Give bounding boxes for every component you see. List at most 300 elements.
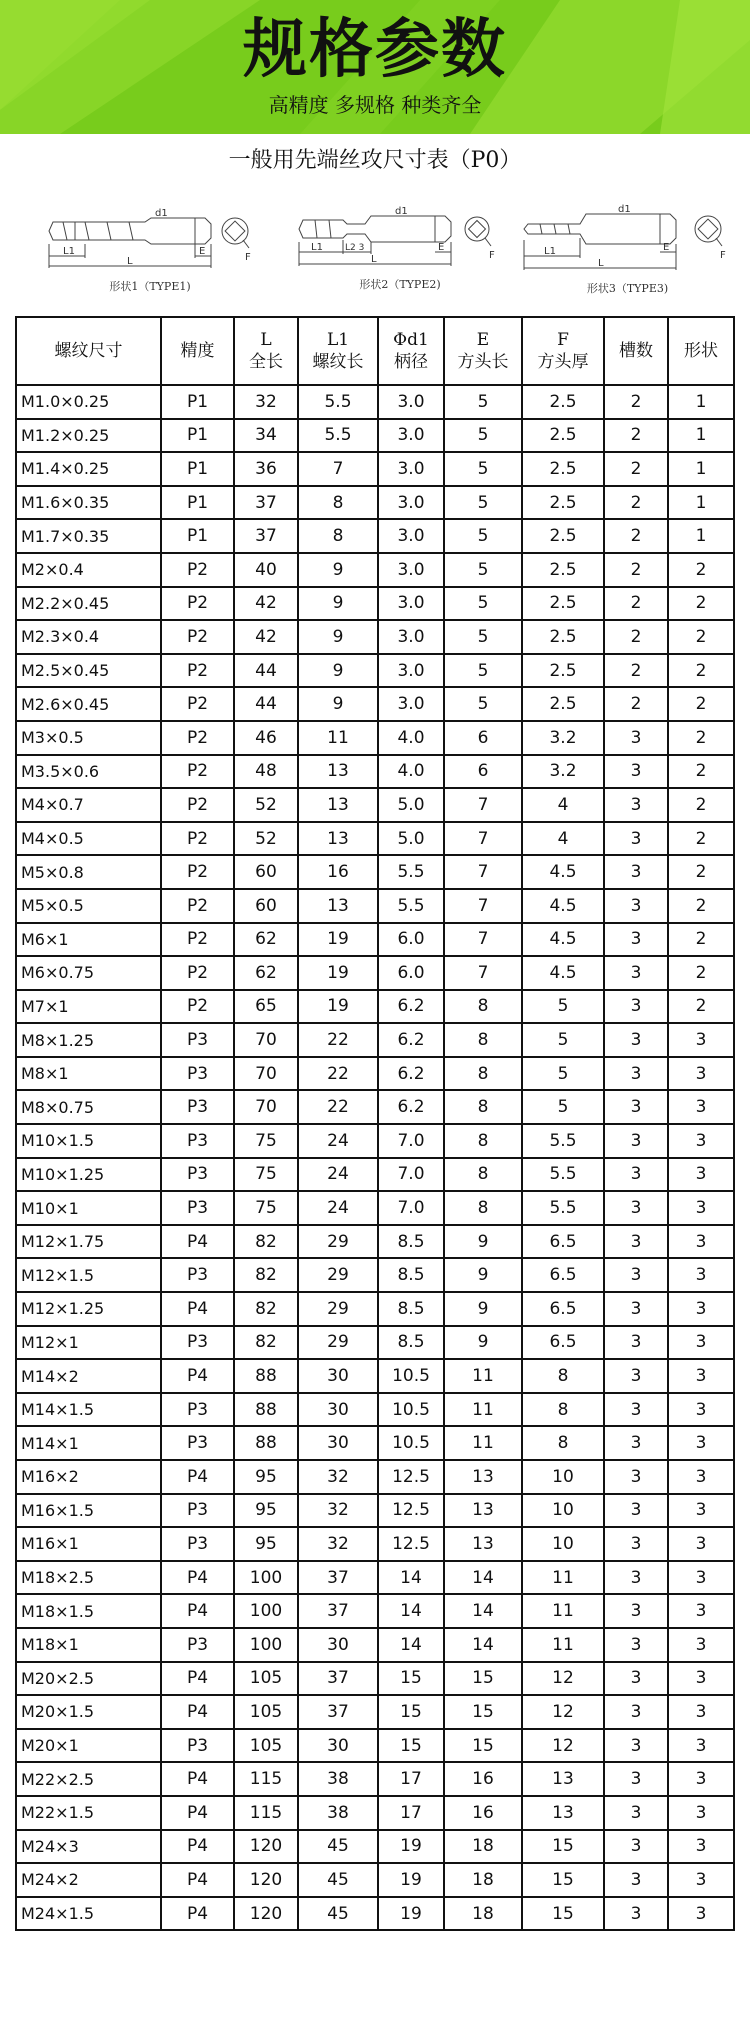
table-cell: 7.0 [378, 1191, 444, 1225]
table-row [16, 923, 734, 957]
header-line2: 柄径 [394, 352, 428, 372]
table-cell: 3 [604, 1762, 668, 1796]
table-cell: M24×2 [16, 1863, 161, 1897]
table-cell: 3 [668, 1762, 734, 1796]
table-cell: 3 [668, 1796, 734, 1830]
table-row [16, 553, 734, 587]
label-L1: L1 [311, 242, 323, 253]
header-line2: 全长 [249, 352, 283, 372]
table-cell: 65 [234, 990, 298, 1024]
table-cell: 2 [604, 452, 668, 486]
table-cell: 3 [604, 755, 668, 789]
table-cell: 52 [234, 822, 298, 856]
table-cell: M3×0.5 [16, 721, 161, 755]
table-cell: 2 [668, 687, 734, 721]
table-cell: 14 [378, 1594, 444, 1628]
table-row [16, 519, 734, 553]
table-cell: M24×1.5 [16, 1897, 161, 1931]
header-line1: Φd1 [393, 330, 429, 350]
table-cell: 44 [234, 687, 298, 721]
table-row [16, 1863, 734, 1897]
table-cell: 5 [522, 990, 604, 1024]
table-cell: 5 [444, 452, 522, 486]
table-cell: 5.5 [522, 1124, 604, 1158]
table-cell: 8.5 [378, 1292, 444, 1326]
table-row [16, 1662, 734, 1696]
table-cell: 13 [298, 788, 378, 822]
table-cell: P2 [161, 788, 234, 822]
table-cell: 9 [298, 654, 378, 688]
table-cell: 1 [668, 452, 734, 486]
table-cell: 12.5 [378, 1527, 444, 1561]
header-line1: F [557, 330, 569, 350]
table-cell: 9 [444, 1258, 522, 1292]
table-cell: 15 [444, 1695, 522, 1729]
table-cell: 60 [234, 889, 298, 923]
table-row [16, 385, 734, 419]
table-cell: 5 [444, 385, 522, 419]
column-header [298, 317, 378, 385]
table-cell: 11 [522, 1561, 604, 1595]
table-cell: 70 [234, 1057, 298, 1091]
tap-drawing-type2 [295, 200, 505, 280]
table-cell: 24 [298, 1191, 378, 1225]
table-cell: 19 [298, 923, 378, 957]
table-cell: 7 [298, 452, 378, 486]
table-cell: 2.5 [522, 385, 604, 419]
page-subtitle: 高精度 多规格 种类齐全 [268, 93, 482, 117]
label-d1: d1 [395, 206, 408, 217]
table-cell: 15 [522, 1897, 604, 1931]
table-cell: 11 [444, 1426, 522, 1460]
table-cell: 37 [298, 1662, 378, 1696]
table-cell: 3 [604, 956, 668, 990]
table-row [16, 855, 734, 889]
table-cell: 32 [298, 1460, 378, 1494]
table-cell: 9 [298, 587, 378, 621]
table-cell: 5 [444, 486, 522, 520]
table-cell: 2.5 [522, 687, 604, 721]
table-cell: 3.2 [522, 755, 604, 789]
table-cell: 4.0 [378, 721, 444, 755]
table-cell: 6.2 [378, 1023, 444, 1057]
table-cell: 3 [668, 1057, 734, 1091]
table-cell: 18 [444, 1897, 522, 1931]
table-cell: 2 [668, 788, 734, 822]
table-cell: 95 [234, 1460, 298, 1494]
table-row [16, 1326, 734, 1360]
spec-table [15, 316, 735, 1931]
table-cell: 18 [444, 1830, 522, 1864]
table-cell: 29 [298, 1292, 378, 1326]
table-cell: 3 [668, 1326, 734, 1360]
header-line1: 槽数 [619, 341, 653, 361]
table-body [16, 385, 734, 1930]
table-cell: P4 [161, 1292, 234, 1326]
table-cell: M8×1.25 [16, 1023, 161, 1057]
table-cell: 42 [234, 587, 298, 621]
table-cell: 12.5 [378, 1494, 444, 1528]
table-cell: 19 [378, 1830, 444, 1864]
label-L1: L1 [544, 246, 556, 257]
table-cell: P2 [161, 654, 234, 688]
label-d1: d1 [618, 204, 631, 215]
table-row [16, 889, 734, 923]
table-cell: P3 [161, 1729, 234, 1763]
table-cell: P3 [161, 1393, 234, 1427]
column-header [522, 317, 604, 385]
table-cell: P3 [161, 1258, 234, 1292]
table-cell: 52 [234, 788, 298, 822]
table-cell: 3 [668, 1561, 734, 1595]
table-cell: 88 [234, 1359, 298, 1393]
table-cell: 2 [668, 855, 734, 889]
table-row [16, 1057, 734, 1091]
table-cell: M12×1.5 [16, 1258, 161, 1292]
table-cell: 3.0 [378, 385, 444, 419]
table-cell: P4 [161, 1460, 234, 1494]
table-cell: P4 [161, 1830, 234, 1864]
table-row [16, 1594, 734, 1628]
table-cell: 6.0 [378, 923, 444, 957]
table-cell: 7 [444, 788, 522, 822]
table-cell: P3 [161, 1124, 234, 1158]
table-cell: 6.2 [378, 1090, 444, 1124]
header-line1: 螺纹尺寸 [54, 341, 123, 361]
table-cell: M12×1.25 [16, 1292, 161, 1326]
label-L: L [598, 258, 604, 269]
table-cell: 11 [298, 721, 378, 755]
table-cell: M2.5×0.45 [16, 654, 161, 688]
table-cell: 3 [604, 1023, 668, 1057]
column-header [444, 317, 522, 385]
table-cell: M12×1.75 [16, 1225, 161, 1259]
table-cell: 3 [604, 1561, 668, 1595]
table-cell: 3 [668, 1494, 734, 1528]
table-row [16, 1393, 734, 1427]
table-cell: 62 [234, 956, 298, 990]
table-cell: 2.5 [522, 620, 604, 654]
table-title: 一般用先端丝攻尺寸表（P0） [228, 148, 522, 173]
table-cell: 30 [298, 1729, 378, 1763]
table-cell: 40 [234, 553, 298, 587]
table-cell: P2 [161, 755, 234, 789]
table-cell: 3 [668, 1695, 734, 1729]
table-row [16, 1494, 734, 1528]
table-cell: 4.0 [378, 755, 444, 789]
table-cell: P4 [161, 1662, 234, 1696]
table-cell: P4 [161, 1594, 234, 1628]
table-cell: 75 [234, 1158, 298, 1192]
table-cell: 3 [604, 855, 668, 889]
table-cell: 30 [298, 1393, 378, 1427]
table-cell: M1.4×0.25 [16, 452, 161, 486]
table-cell: 3 [604, 1527, 668, 1561]
table-cell: 82 [234, 1258, 298, 1292]
table-cell: P3 [161, 1158, 234, 1192]
table-cell: M16×1.5 [16, 1494, 161, 1528]
table-row [16, 1292, 734, 1326]
table-row [16, 1695, 734, 1729]
table-cell: 8 [444, 1057, 522, 1091]
table-cell: 2.5 [522, 486, 604, 520]
table-row [16, 788, 734, 822]
label-F: F [720, 250, 726, 261]
table-cell: 8 [444, 990, 522, 1024]
table-cell: M18×1 [16, 1628, 161, 1662]
table-cell: 2 [604, 587, 668, 621]
table-cell: 3 [604, 1258, 668, 1292]
table-cell: 100 [234, 1628, 298, 1662]
table-cell: 12.5 [378, 1460, 444, 1494]
table-cell: 3 [604, 1191, 668, 1225]
table-cell: 3 [604, 1628, 668, 1662]
table-cell: P4 [161, 1359, 234, 1393]
table-cell: 19 [378, 1863, 444, 1897]
table-cell: 37 [234, 519, 298, 553]
tap-diagram-type1 [45, 200, 255, 296]
table-cell: 45 [298, 1863, 378, 1897]
table-row [16, 1897, 734, 1931]
table-cell: M20×2.5 [16, 1662, 161, 1696]
table-cell: 3.0 [378, 654, 444, 688]
table-row [16, 1225, 734, 1259]
table-cell: 3 [604, 1796, 668, 1830]
table-cell: 15 [522, 1863, 604, 1897]
table-cell: 16 [298, 855, 378, 889]
table-cell: 88 [234, 1426, 298, 1460]
table-cell: 8.5 [378, 1225, 444, 1259]
column-header [378, 317, 444, 385]
table-cell: P4 [161, 1695, 234, 1729]
table-cell: 3 [604, 1830, 668, 1864]
table-cell: 9 [298, 620, 378, 654]
table-cell: 82 [234, 1225, 298, 1259]
table-row [16, 452, 734, 486]
table-cell: 34 [234, 419, 298, 453]
table-cell: 24 [298, 1124, 378, 1158]
table-cell: 105 [234, 1662, 298, 1696]
table-cell: 95 [234, 1527, 298, 1561]
table-cell: P2 [161, 587, 234, 621]
table-cell: P3 [161, 1191, 234, 1225]
table-cell: 30 [298, 1426, 378, 1460]
table-cell: 115 [234, 1762, 298, 1796]
table-cell: 37 [234, 486, 298, 520]
table-cell: 46 [234, 721, 298, 755]
table-row [16, 1762, 734, 1796]
table-row [16, 1023, 734, 1057]
table-cell: 5 [522, 1023, 604, 1057]
table-row [16, 587, 734, 621]
table-cell: 3 [604, 1292, 668, 1326]
table-cell: 3 [604, 1090, 668, 1124]
table-cell: 5 [444, 654, 522, 688]
table-cell: M10×1.25 [16, 1158, 161, 1192]
table-cell: 3 [604, 788, 668, 822]
table-cell: 6.2 [378, 990, 444, 1024]
table-cell: 9 [444, 1326, 522, 1360]
table-cell: M6×0.75 [16, 956, 161, 990]
table-row [16, 486, 734, 520]
table-cell: 3.0 [378, 687, 444, 721]
table-cell: 13 [298, 755, 378, 789]
table-cell: 7 [444, 855, 522, 889]
table-cell: 5.5 [522, 1191, 604, 1225]
table-row [16, 1628, 734, 1662]
table-cell: 7.0 [378, 1124, 444, 1158]
table-cell: M16×2 [16, 1460, 161, 1494]
table-cell: 32 [298, 1494, 378, 1528]
table-row [16, 1426, 734, 1460]
table-cell: 6.2 [378, 1057, 444, 1091]
table-row [16, 654, 734, 688]
table-cell: 42 [234, 620, 298, 654]
table-cell: 105 [234, 1695, 298, 1729]
table-cell: 3 [668, 1460, 734, 1494]
table-cell: 6.5 [522, 1258, 604, 1292]
table-cell: 22 [298, 1090, 378, 1124]
table-cell: 10.5 [378, 1393, 444, 1427]
table-cell: 5.5 [378, 889, 444, 923]
table-cell: 62 [234, 923, 298, 957]
label-L1: L1 [63, 246, 75, 257]
table-cell: 70 [234, 1090, 298, 1124]
table-cell: 5 [522, 1090, 604, 1124]
table-row [16, 1191, 734, 1225]
table-cell: 2 [604, 419, 668, 453]
table-cell: 100 [234, 1594, 298, 1628]
table-cell: 3 [604, 1863, 668, 1897]
table-cell: 18 [444, 1863, 522, 1897]
table-cell: 13 [522, 1762, 604, 1796]
table-header-row [16, 317, 734, 385]
table-cell: 3 [604, 889, 668, 923]
table-cell: 10 [522, 1527, 604, 1561]
table-cell: 8 [522, 1426, 604, 1460]
table-cell: 5.0 [378, 822, 444, 856]
table-cell: M6×1 [16, 923, 161, 957]
table-cell: 10.5 [378, 1426, 444, 1460]
table-cell: 12 [522, 1662, 604, 1696]
header-line2: 螺纹长 [312, 352, 364, 372]
tap-drawing-type1 [45, 200, 255, 280]
table-cell: 3 [668, 1426, 734, 1460]
table-cell: 3.2 [522, 721, 604, 755]
header-line1: 精度 [180, 341, 215, 361]
table-cell: 12 [522, 1695, 604, 1729]
table-cell: 2.5 [522, 419, 604, 453]
table-cell: 7 [444, 822, 522, 856]
table-cell: P2 [161, 553, 234, 587]
table-cell: P2 [161, 855, 234, 889]
table-cell: 11 [522, 1628, 604, 1662]
table-cell: 88 [234, 1393, 298, 1427]
table-cell: 3 [668, 1662, 734, 1696]
table-cell: 6.5 [522, 1292, 604, 1326]
table-cell: 2.5 [522, 452, 604, 486]
table-cell: 3 [604, 1225, 668, 1259]
table-cell: 15 [522, 1830, 604, 1864]
table-cell: 6 [444, 755, 522, 789]
table-cell: 115 [234, 1796, 298, 1830]
table-cell: 2 [604, 620, 668, 654]
table-cell: P3 [161, 1426, 234, 1460]
table-cell: M2.3×0.4 [16, 620, 161, 654]
table-cell: 3.0 [378, 452, 444, 486]
table-cell: 6.5 [522, 1225, 604, 1259]
table-cell: P3 [161, 1023, 234, 1057]
table-cell: 95 [234, 1494, 298, 1528]
table-row [16, 419, 734, 453]
table-cell: 7 [444, 889, 522, 923]
table-cell: 24 [298, 1158, 378, 1192]
table-row [16, 1561, 734, 1595]
table-cell: P4 [161, 1863, 234, 1897]
table-cell: 6.5 [522, 1326, 604, 1360]
table-cell: 5 [444, 587, 522, 621]
table-cell: 15 [378, 1695, 444, 1729]
table-cell: 2 [604, 553, 668, 587]
table-cell: 37 [298, 1561, 378, 1595]
header-line1: 形状 [684, 341, 718, 361]
table-cell: 3.0 [378, 419, 444, 453]
table-cell: P3 [161, 1057, 234, 1091]
table-cell: P4 [161, 1225, 234, 1259]
table-cell: 4.5 [522, 855, 604, 889]
table-cell: M4×0.5 [16, 822, 161, 856]
table-cell: 13 [444, 1460, 522, 1494]
table-cell: 6 [444, 721, 522, 755]
table-cell: 29 [298, 1225, 378, 1259]
label-L: L [371, 254, 377, 265]
label-L2-3: L2 3 [345, 243, 365, 253]
table-cell: P3 [161, 1090, 234, 1124]
table-cell: 3.0 [378, 486, 444, 520]
table-cell: P2 [161, 990, 234, 1024]
table-cell: P2 [161, 923, 234, 957]
table-row [16, 721, 734, 755]
table-row [16, 687, 734, 721]
table-cell: 2 [668, 553, 734, 587]
table-cell: 17 [378, 1796, 444, 1830]
table-cell: 100 [234, 1561, 298, 1595]
label-L: L [127, 256, 133, 267]
table-cell: 2 [604, 385, 668, 419]
table-cell: 3 [604, 1124, 668, 1158]
table-cell: 3 [604, 923, 668, 957]
table-cell: 3 [668, 1359, 734, 1393]
table-cell: 8 [522, 1359, 604, 1393]
label-d1: d1 [155, 208, 168, 219]
column-header [604, 317, 668, 385]
table-cell: P3 [161, 1527, 234, 1561]
table-cell: 120 [234, 1863, 298, 1897]
table-cell: 5 [444, 519, 522, 553]
table-cell: 14 [378, 1628, 444, 1662]
table-cell: 9 [298, 553, 378, 587]
table-cell: 3 [668, 1090, 734, 1124]
table-cell: 5 [522, 1057, 604, 1091]
table-cell: 3.0 [378, 587, 444, 621]
table-cell: 16 [444, 1762, 522, 1796]
table-cell: 17 [378, 1762, 444, 1796]
table-row [16, 1527, 734, 1561]
table-cell: 11 [444, 1359, 522, 1393]
diagram-caption: 形状3（TYPE3) [586, 282, 669, 295]
table-cell: 2 [604, 654, 668, 688]
header-line2: 方头厚 [537, 352, 589, 372]
